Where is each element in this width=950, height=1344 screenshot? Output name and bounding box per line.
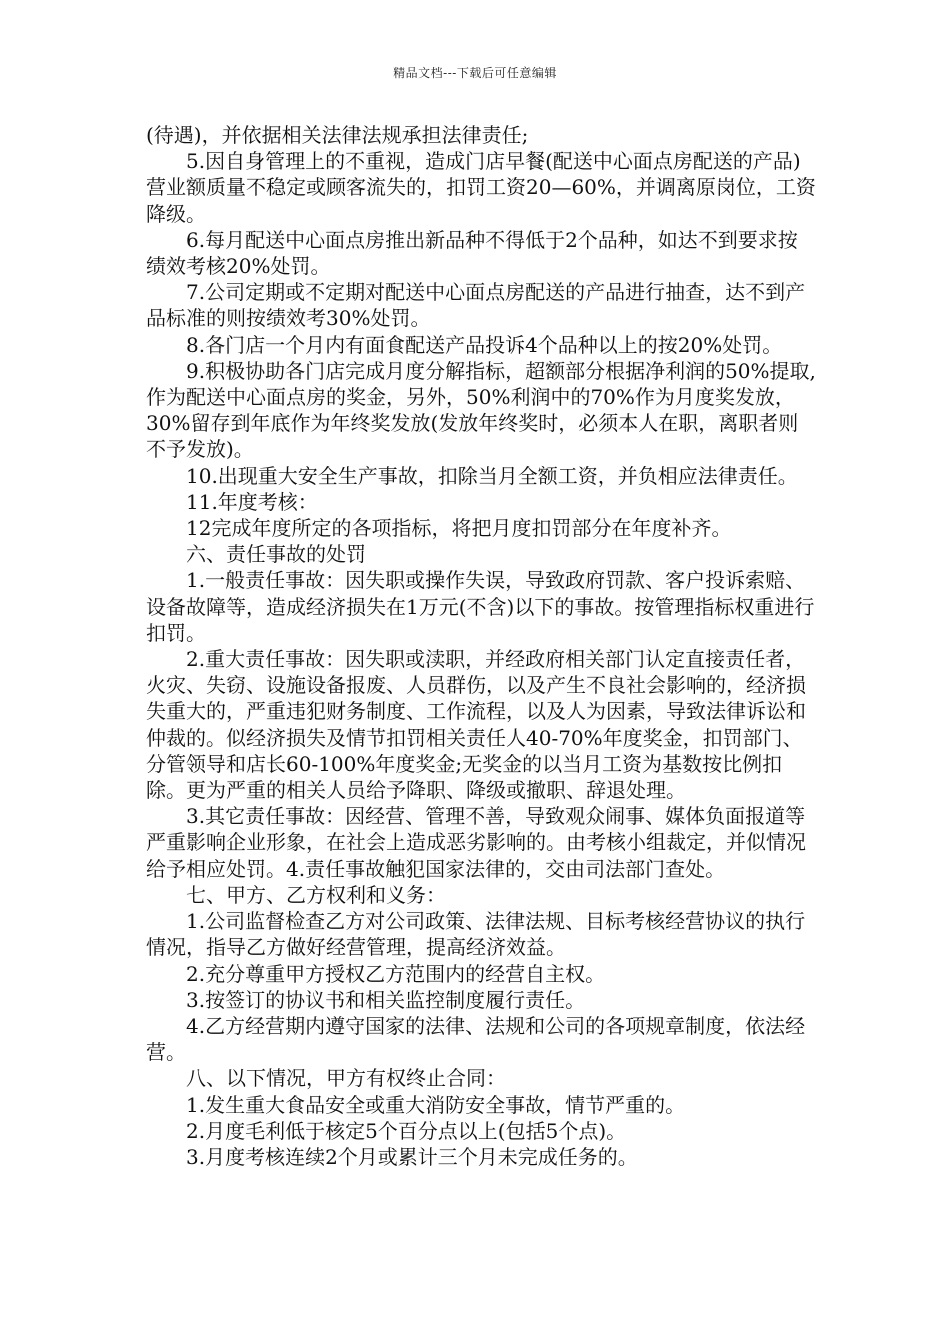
- document-body: [146, 122, 816, 1170]
- paragraph: 1.公司监督检查乙方对公司政策、法律法规、目标考核经营协议的执行情况，指导乙方做好经营管理，提高经济效益。: [146, 909, 806, 960]
- paragraph: 2.重大责任事故：因失职或渎职，并经政府相关部门认定直接责任者，火灾、失窃、设施设备报废、人员群伤，以及产生不良社会影响的，经济损失重大的，严重违犯财务制度、工作流程，以及人为因素，导致法律诉讼和仲裁的。似经济损失及情节扣罚相关责任人40-70%年度奖金，扣罚部门、分管领导和店长60-100%年度奖金;无奖金的以当月工资为基数按比例扣除。更为严重的相关人员给予降职、降级或撤职、辞退处理。: [146, 647, 806, 803]
- section-heading: 八、以下情况，甲方有权终止合同：: [186, 1066, 506, 1091]
- paragraph: 2.月度毛利低于核定5个百分点以上(包括5个点)。: [186, 1118, 627, 1143]
- paragraph: 8.各门店一个月内有面食配送产品投诉4个品种以上的按20%处罚。: [186, 332, 783, 357]
- paragraph: 3.按签订的协议书和相关监控制度履行责任。: [186, 987, 586, 1012]
- paragraph: 5.因自身管理上的不重视，造成门店早餐(配送中心面点房配送的产品)营业额质量不稳定或顾客流失的，扣罚工资20—60%，并调离原岗位，工资降级。: [146, 149, 816, 226]
- paragraph: (待遇)，并依据相关法律法规承担法律责任;: [146, 123, 529, 147]
- section-heading: 七、甲方、乙方权利和义务：: [186, 882, 446, 907]
- page-header: 精品文档---下载后可任意编辑: [393, 66, 557, 80]
- paragraph: 3.其它责任事故：因经营、管理不善，导致观众闹事、媒体负面报道等严重影响企业形象，在社会上造成恶劣影响的。由考核小组裁定，并似情况给予相应处罚。4.责任事故触犯国家法律的，交由司法部门查处。: [146, 804, 806, 881]
- section-heading: 六、责任事故的处罚: [186, 542, 366, 567]
- paragraph: 3.月度考核连续2个月或累计三个月未完成任务的。: [186, 1144, 638, 1169]
- paragraph: 1.发生重大食品安全或重大消防安全事故，情节严重的。: [186, 1092, 686, 1117]
- paragraph: 1.一般责任事故：因失职或操作失误，导致政府罚款、客户投诉索赔、设备故障等，造成经济损失在1万元(不含)以下的事故。按管理指标权重进行扣罚。: [146, 568, 815, 645]
- paragraph: 11.年度考核：: [186, 489, 318, 514]
- paragraph: 9.积极协助各门店完成月度分解指标，超额部分根据净利润的50%提取,作为配送中心面点房的奖金，另外，50%利润中的70%作为月度奖发放，30%留存到年底作为年终奖发放(发放年终奖时，必须本人在职，离职者则不予发放)。: [146, 358, 816, 462]
- paragraph: 10.出现重大安全生产事故，扣除当月全额工资，并负相应法律责任。: [186, 463, 798, 488]
- paragraph: 2.充分尊重甲方授权乙方范围内的经营自主权。: [186, 961, 606, 986]
- paragraph: 4.乙方经营期内遵守国家的法律、法规和公司的各项规章制度，依法经营。: [146, 1013, 806, 1065]
- paragraph: 6.每月配送中心面点房推出新品种不得低于2个品种，如达不到要求按绩效考核20%处罚。: [146, 227, 798, 279]
- paragraph: 12完成年度所定的各项指标，将把月度扣罚部分在年度补齐。: [186, 516, 732, 541]
- paragraph: 7.公司定期或不定期对配送中心面点房配送的产品进行抽查，达不到产品标准的则按绩效考30%处罚。: [146, 280, 806, 331]
